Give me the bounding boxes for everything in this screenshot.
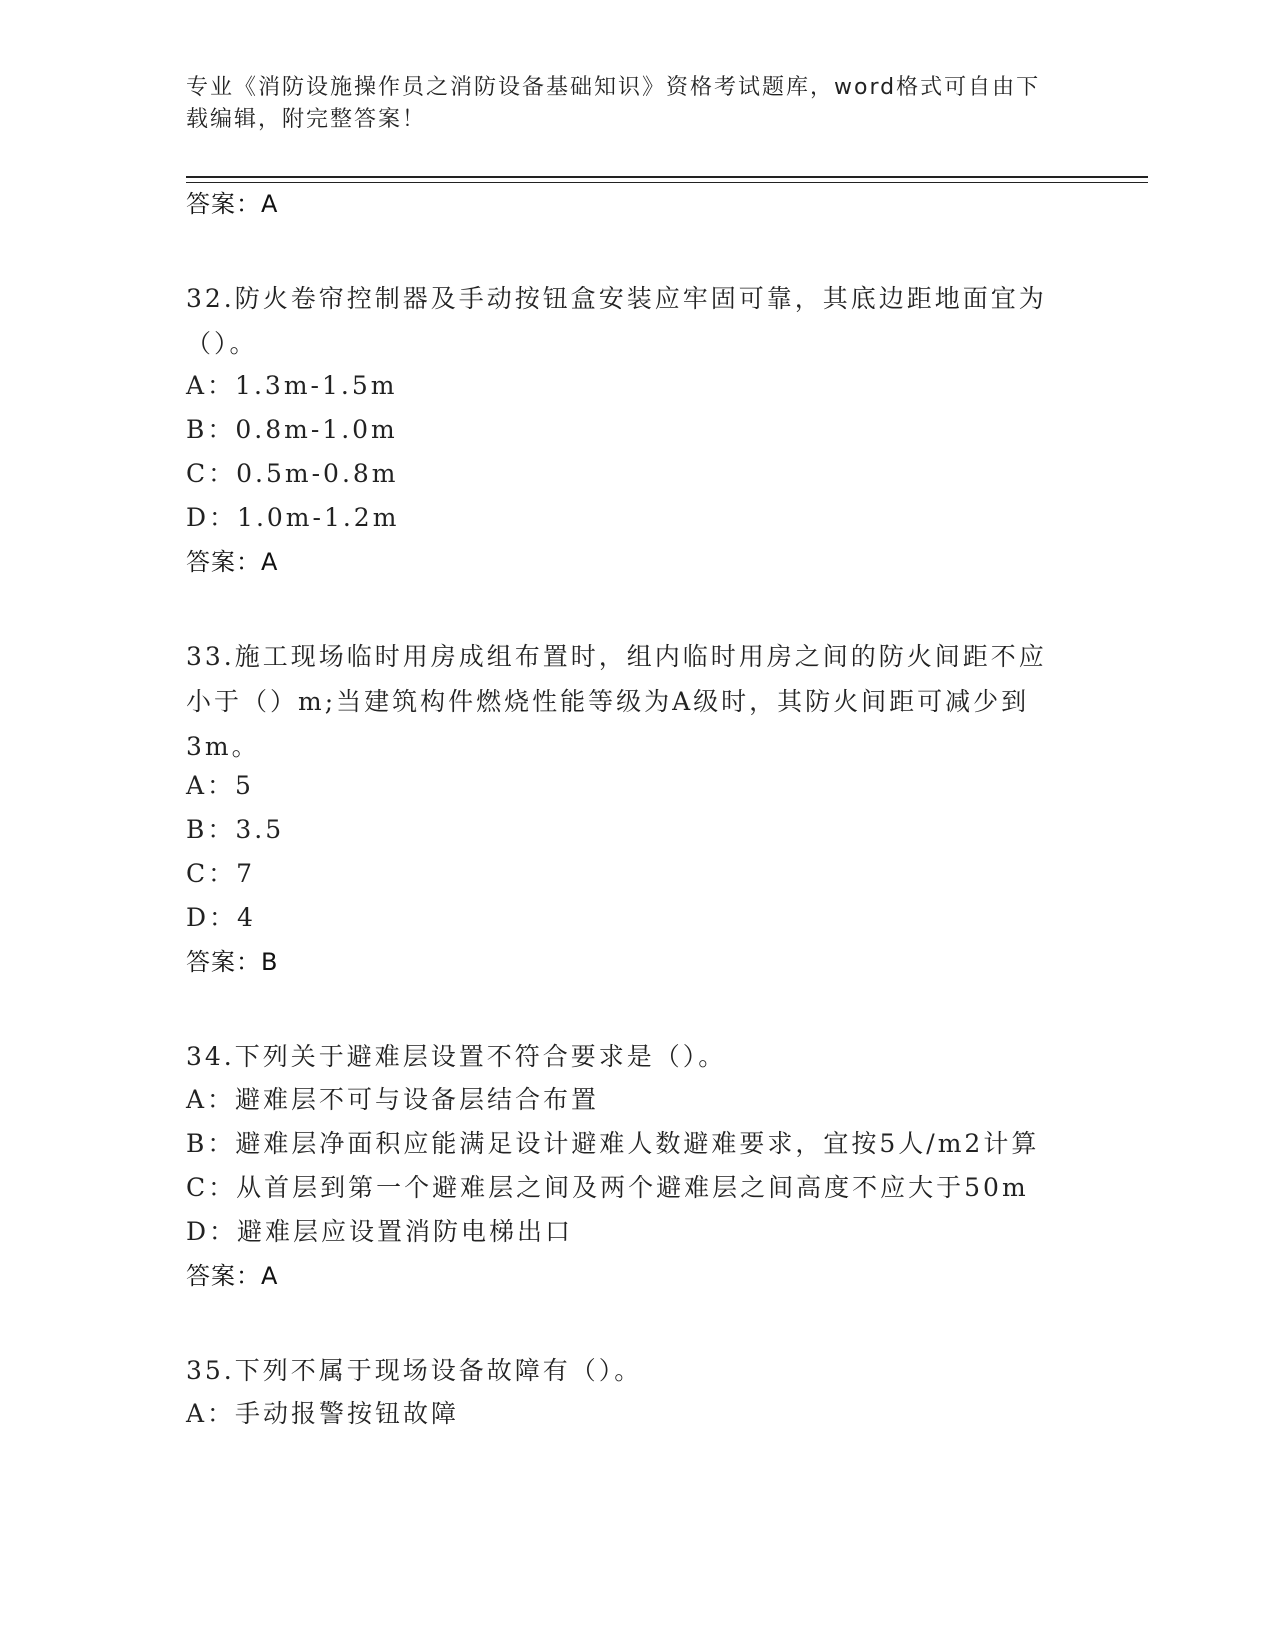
option-a: A：手动报警按钮故障 bbox=[186, 1399, 460, 1428]
header-rule-thick bbox=[186, 176, 1148, 178]
question-stem-line: 35.下列不属于现场设备故障有（）。 bbox=[186, 1356, 643, 1385]
question-stem-line: 34.下列关于避难层设置不符合要求是（）。 bbox=[186, 1042, 727, 1071]
option-b: B：0.8m-1.0m bbox=[186, 415, 398, 444]
question-stem bbox=[186, 1348, 1066, 1393]
answer-line: 答案：A bbox=[186, 548, 279, 576]
question-stem bbox=[186, 634, 1066, 769]
option-d: D：1.0m-1.2m bbox=[186, 503, 400, 532]
document-header bbox=[186, 72, 1066, 136]
option-a: A：5 bbox=[186, 771, 254, 800]
question-stem-line: 小于（）m;当建筑构件燃烧性能等级为A级时，其防火间距可减少到 bbox=[186, 687, 1030, 716]
option-b: B：避难层净面积应能满足设计避难人数避难要求，宜按5人/m2计算 bbox=[186, 1129, 1040, 1158]
question-stem-line: 33.施工现场临时用房成组布置时，组内临时用房之间的防火间距不应 bbox=[186, 642, 1047, 671]
header-line-1: 专业《消防设施操作员之消防设备基础知识》资格考试题库，word格式可自由下 bbox=[186, 75, 1041, 100]
answer-line: 答案：A bbox=[186, 190, 279, 218]
question-stem-line: （）。 bbox=[186, 329, 258, 358]
question-stem bbox=[186, 276, 1066, 366]
option-d: D：4 bbox=[186, 903, 256, 932]
header-line-2: 载编辑，附完整答案！ bbox=[186, 107, 427, 132]
question-stem-line: 3m。 bbox=[186, 732, 260, 761]
answer-line: 答案：B bbox=[186, 948, 279, 976]
header-rule-thin bbox=[186, 182, 1148, 183]
question-stem-line: 32.防火卷帘控制器及手动按钮盒安装应牢固可靠，其底边距地面宜为 bbox=[186, 284, 1047, 313]
option-c: C：从首层到第一个避难层之间及两个避难层之间高度不应大于50m bbox=[186, 1173, 1029, 1202]
option-a: A：避难层不可与设备层结合布置 bbox=[186, 1085, 600, 1114]
option-b: B：3.5 bbox=[186, 815, 285, 844]
option-c: C：0.5m-0.8m bbox=[186, 459, 399, 488]
answer-line: 答案：A bbox=[186, 1262, 279, 1290]
question-stem bbox=[186, 1034, 1066, 1079]
option-d: D：避难层应设置消防电梯出口 bbox=[186, 1217, 574, 1246]
option-a: A：1.3m-1.5m bbox=[186, 371, 398, 400]
option-c: C：7 bbox=[186, 859, 256, 888]
